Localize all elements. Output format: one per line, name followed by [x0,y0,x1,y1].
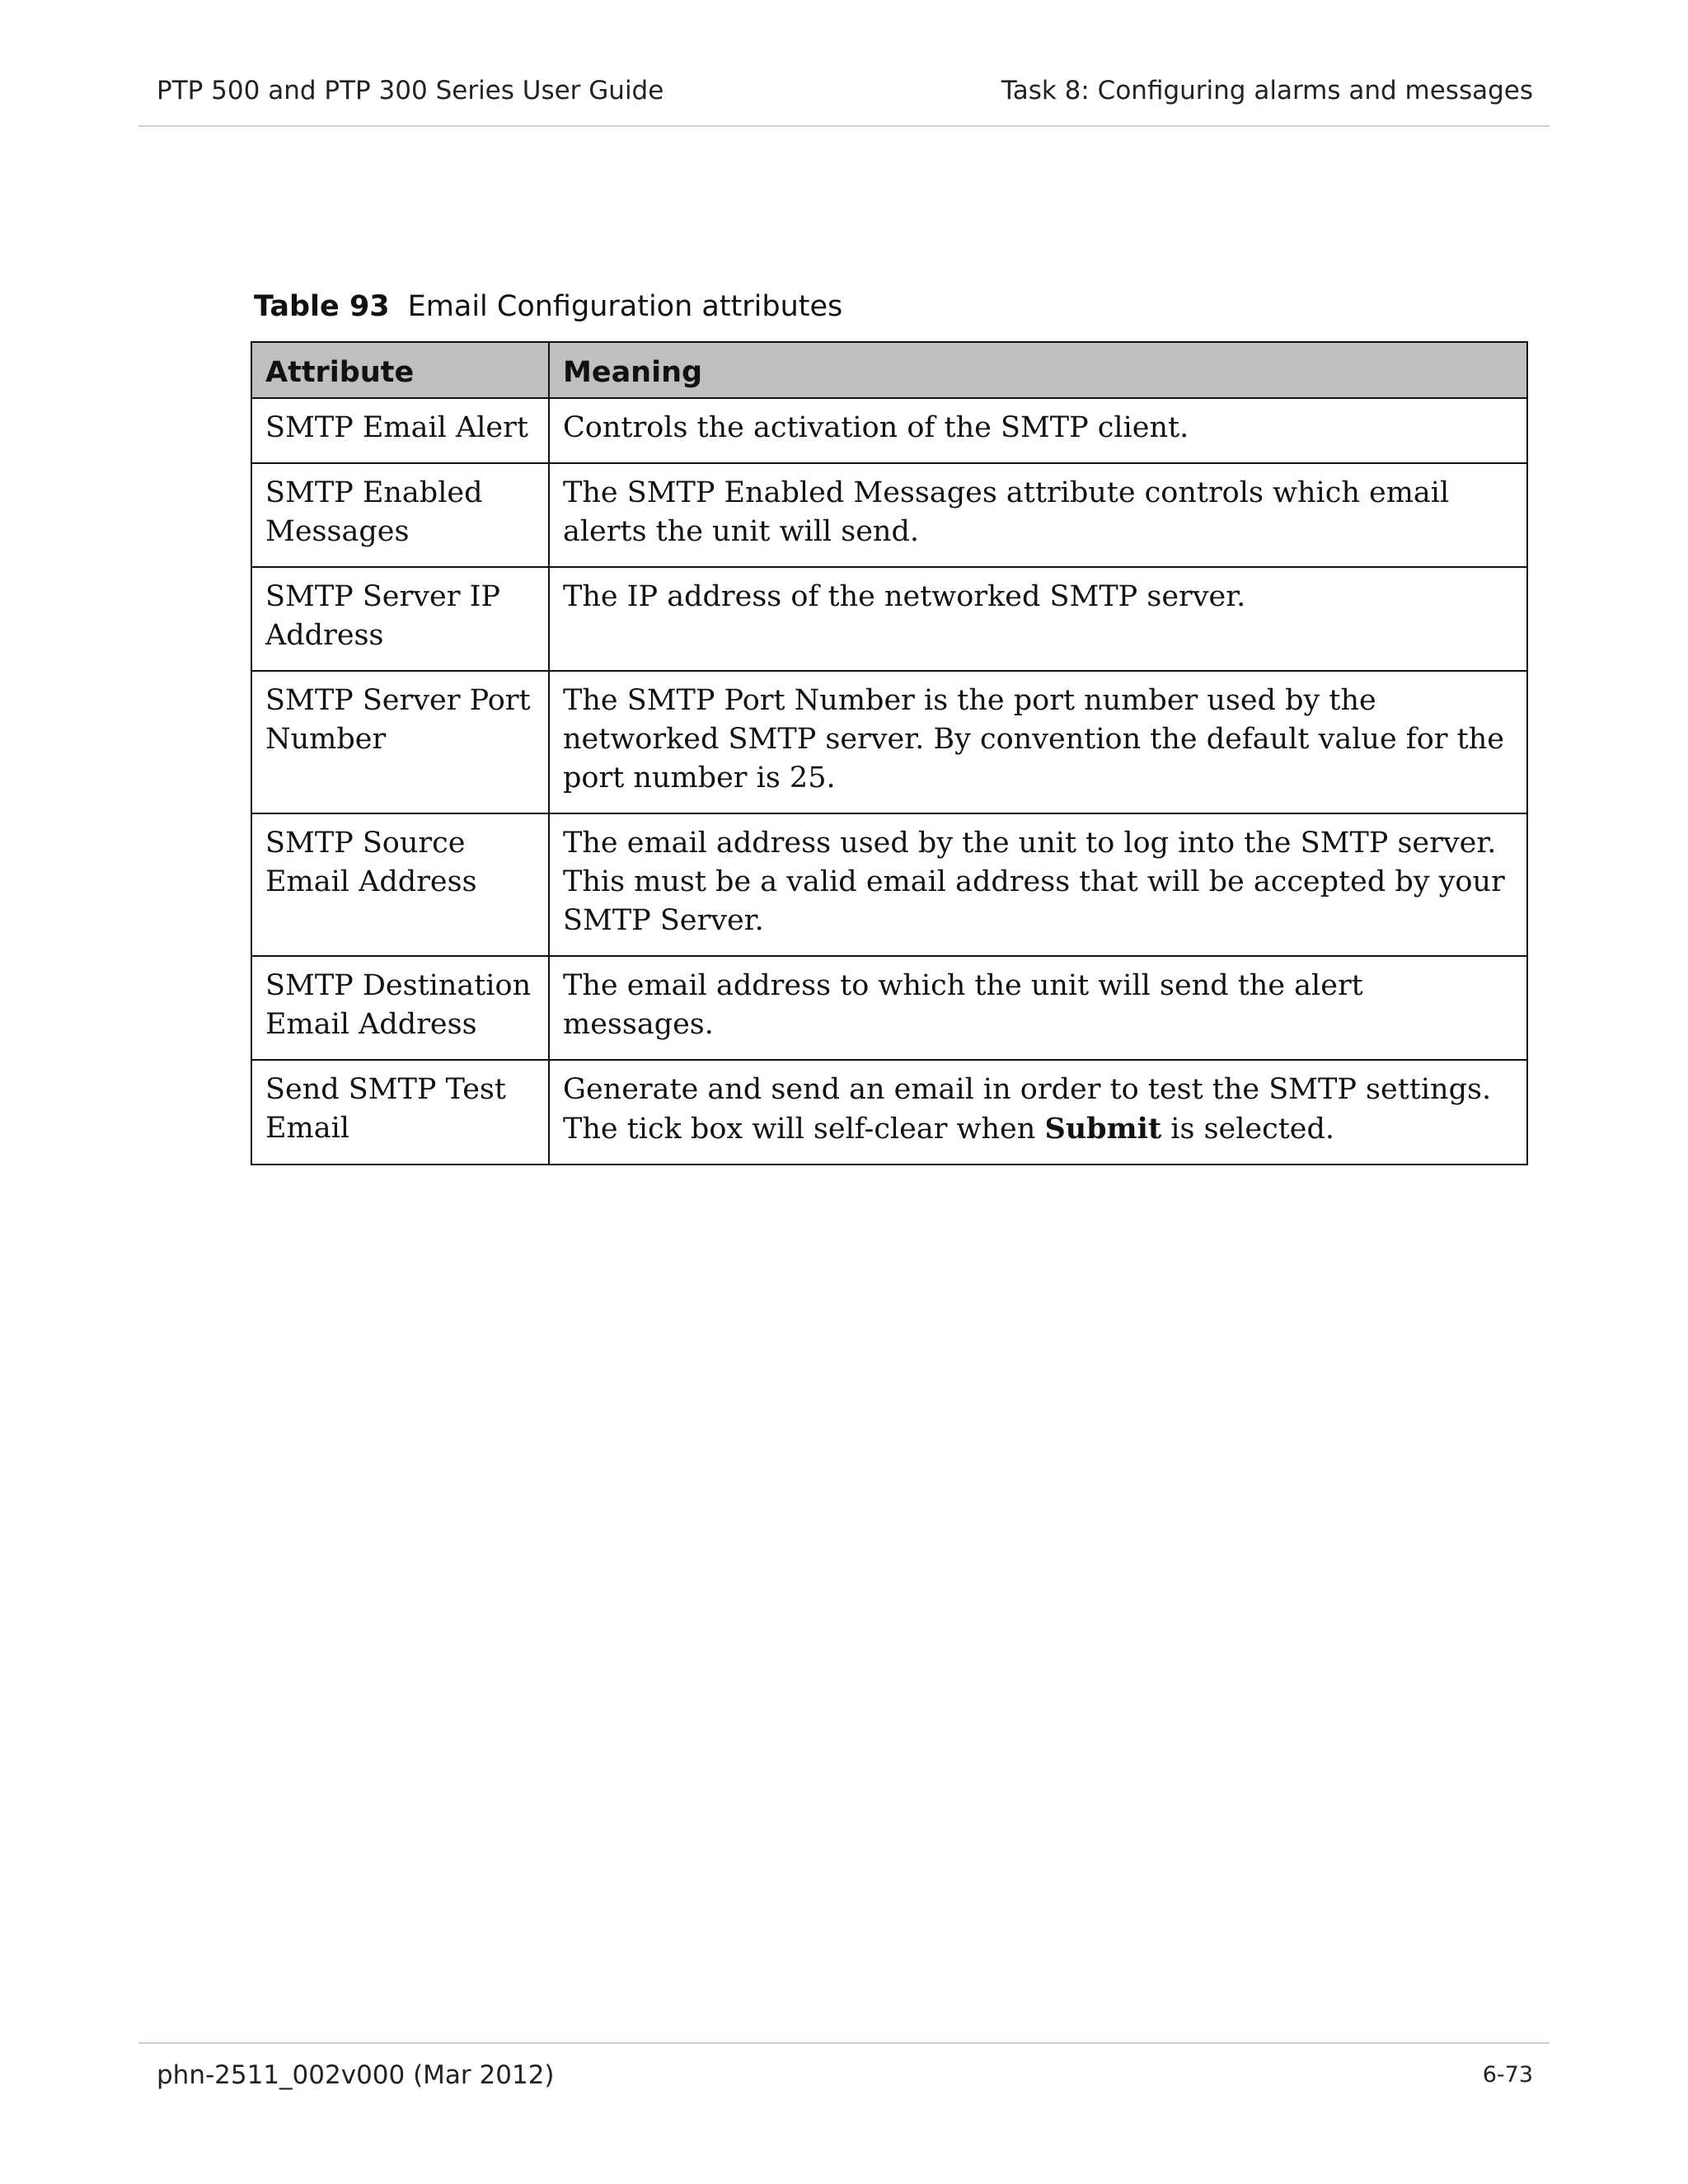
guide-title: PTP 500 and PTP 300 Series User Guide [157,76,664,105]
column-header-meaning: Meaning [549,342,1527,398]
attribute-cell: SMTP Destination Email Address [251,956,549,1060]
page-number: 6-73 [1482,2062,1533,2088]
table-row [251,398,1527,463]
table-row [251,956,1527,1060]
page-footer [138,2042,1550,2093]
meaning-cell: The SMTP Enabled Messages attribute controls which email alerts the unit will send. [549,463,1527,567]
meaning-text-end: is selected. [1161,1113,1335,1146]
attribute-cell: SMTP Source Email Address [251,813,549,956]
attribute-cell: SMTP Email Alert [251,398,549,463]
meaning-cell: The SMTP Port Number is the port number used by the networked SMTP server. By convention the default value for the port number is 25. [549,671,1527,813]
table-caption [254,290,842,323]
table-row [251,671,1527,813]
table-header-row [251,342,1527,398]
meaning-text: Generate and send an email in order to test the SMTP settings. The tick box will self-clear when [563,1073,1492,1146]
section-title: Task 8: Configuring alarms and messages [1001,76,1533,105]
meaning-cell [549,1060,1527,1165]
attribute-cell: Send SMTP Test Email [251,1060,549,1165]
column-header-attribute: Attribute [251,342,549,398]
table-number: Table 93 [254,290,390,323]
document-id: phn-2511_002v000 (Mar 2012) [157,2060,555,2090]
meaning-cell: The email address used by the unit to log into the SMTP server. This must be a valid email address that will be accepted by your SMTP Server. [549,813,1527,956]
attribute-cell: SMTP Server IP Address [251,567,549,671]
table-row [251,813,1527,956]
meaning-cell: The email address to which the unit will send the alert messages. [549,956,1527,1060]
table-title: Email Configuration attributes [407,290,843,323]
table-row [251,567,1527,671]
submit-keyword: Submit [1044,1112,1162,1146]
meaning-cell: The IP address of the networked SMTP server. [549,567,1527,671]
meaning-cell: Controls the activation of the SMTP client. [549,398,1527,463]
attribute-cell: SMTP Enabled Messages [251,463,549,567]
table-row [251,1060,1527,1165]
page-header [138,76,1550,127]
table-row [251,463,1527,567]
attribute-cell: SMTP Server Port Number [251,671,549,813]
email-configuration-table [251,341,1528,1165]
